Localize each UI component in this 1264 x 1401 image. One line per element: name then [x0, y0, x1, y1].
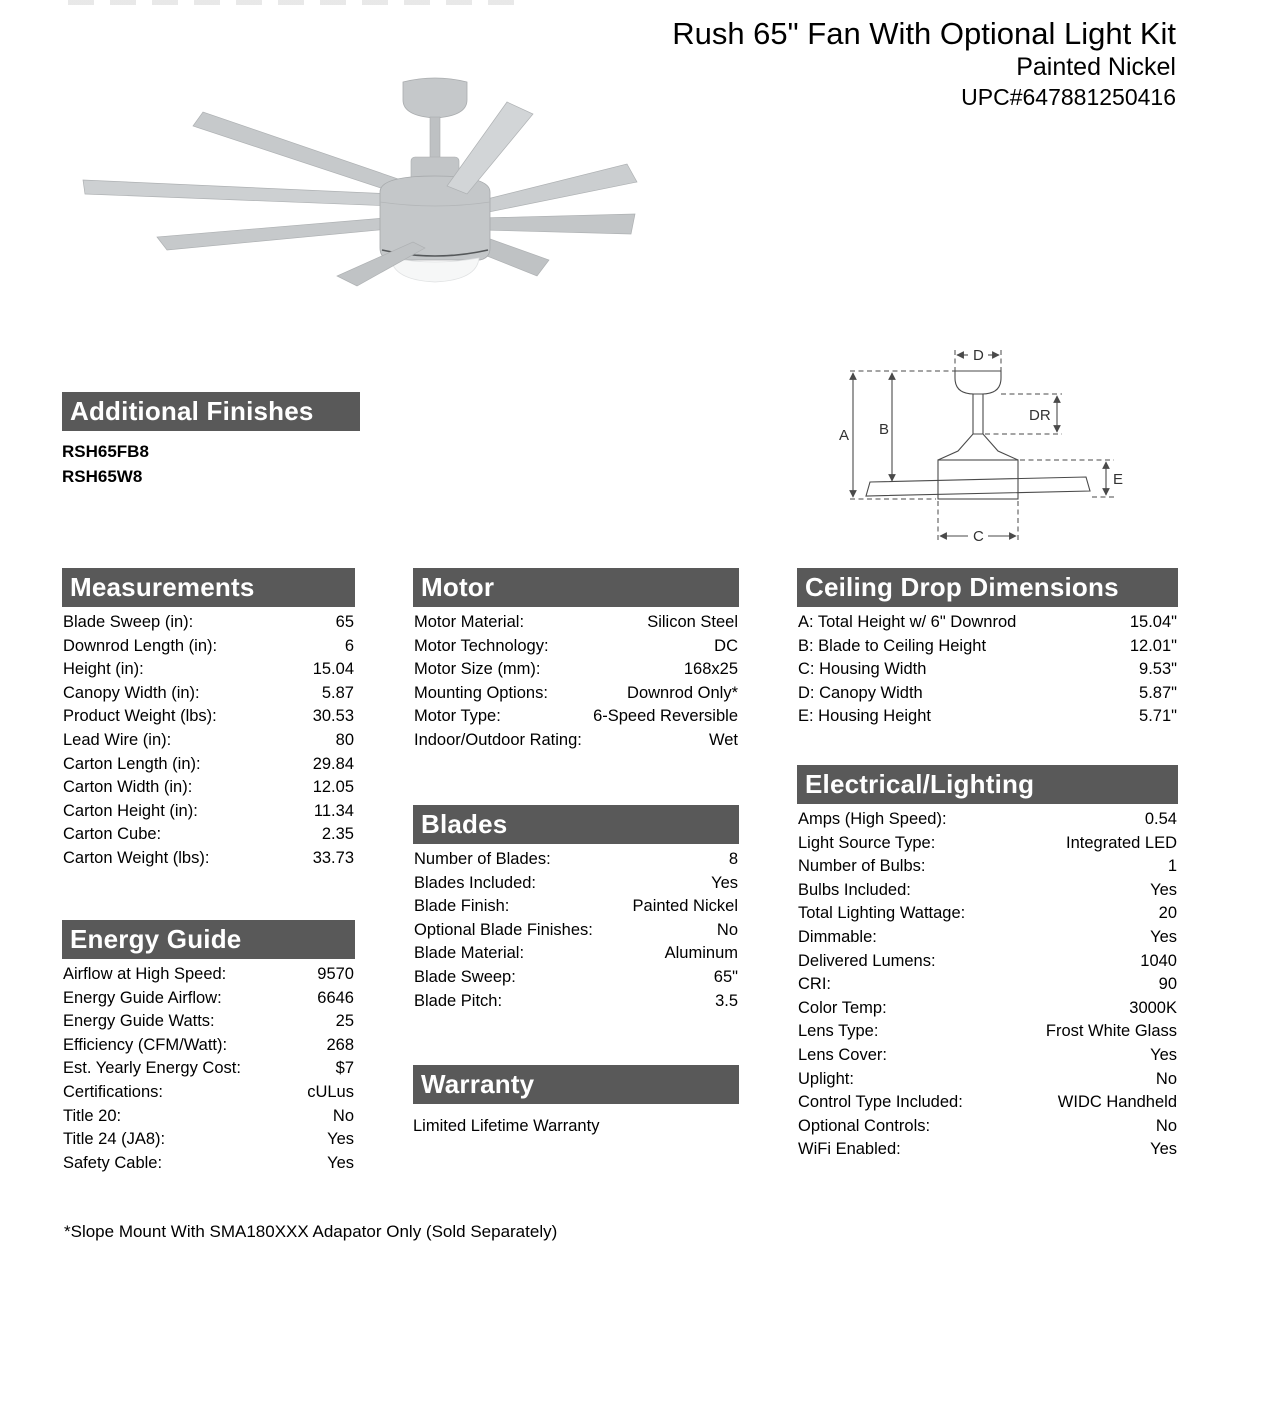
spec-row — [413, 635, 739, 659]
spec-label: Total Lighting Wattage: — [798, 904, 966, 923]
spec-row — [62, 963, 355, 987]
fan-product-image — [75, 52, 640, 342]
section-header-motor: Motor — [413, 568, 739, 607]
section-motor — [413, 568, 739, 753]
spec-row — [413, 966, 739, 990]
ceiling-drop-diagram — [822, 340, 1167, 562]
spec-label: A: Total Height w/ 6" Downrod — [798, 613, 1017, 631]
spec-value: 15.04 — [312, 660, 354, 679]
spec-value: Silicon Steel — [647, 613, 738, 631]
spec-value: Wet — [708, 730, 738, 749]
spec-label: Motor Type: — [414, 707, 501, 726]
spec-value: 29.84 — [312, 754, 354, 773]
spec-label: Number of Blades: — [414, 850, 551, 868]
spec-label: Est. Yearly Energy Cost: — [63, 1059, 241, 1078]
spec-row — [62, 635, 355, 659]
diagram-label-e: E — [1113, 471, 1124, 488]
spec-value: 12.05 — [312, 778, 354, 797]
spec-value: 1040 — [1140, 951, 1177, 970]
spec-label: Control Type Included: — [798, 1093, 963, 1112]
spec-row — [62, 800, 355, 824]
diagram-label-c: C — [973, 528, 984, 545]
spec-value: 33.73 — [312, 848, 354, 867]
spec-row — [797, 997, 1178, 1021]
spec-value: 90 — [1158, 975, 1177, 994]
spec-row — [62, 753, 355, 777]
blades-rows — [413, 848, 739, 1013]
spec-row — [62, 682, 355, 706]
spec-value: DC — [714, 636, 738, 655]
spec-row — [62, 611, 355, 635]
diagram-motor-cone — [938, 434, 1018, 460]
spec-label: CRI: — [798, 975, 831, 994]
spec-label: Mounting Options: — [414, 683, 548, 702]
spec-row — [62, 1105, 355, 1129]
spec-value: Yes — [1150, 1045, 1177, 1064]
spec-label: Optional Controls: — [798, 1116, 931, 1135]
spec-label: Lens Cover: — [798, 1045, 887, 1064]
spec-label: Bulbs Included: — [798, 880, 911, 899]
energy-guide-rows — [62, 963, 355, 1175]
spec-label: Lead Wire (in): — [63, 730, 172, 749]
spec-row — [797, 1044, 1178, 1068]
spec-label: Color Temp: — [798, 998, 887, 1017]
section-header-electrical-lighting: Electrical/Lighting — [797, 765, 1178, 804]
spec-row — [413, 895, 739, 919]
spec-value: Yes — [1150, 880, 1177, 899]
spec-label: Carton Cube: — [63, 825, 162, 844]
spec-label: Motor Technology: — [414, 636, 549, 655]
finish-item: RSH65FB8 — [62, 442, 149, 461]
section-ceiling-drop-dimensions — [797, 568, 1178, 729]
spec-label: Blade Pitch: — [414, 991, 503, 1010]
spec-value: 6-Speed Reversible — [593, 707, 738, 726]
spec-row — [62, 1128, 355, 1152]
section-energy-guide — [62, 920, 355, 1175]
spec-row — [62, 1010, 355, 1034]
spec-value: 3000K — [1129, 998, 1177, 1017]
section-header-ceiling-drop-dimensions: Ceiling Drop Dimensions — [797, 568, 1178, 607]
diagram-blades — [866, 477, 1090, 496]
spec-label: Dimmable: — [798, 927, 877, 946]
spec-label: Efficiency (CFM/Watt): — [63, 1035, 228, 1054]
spec-label: WiFi Enabled: — [798, 1140, 901, 1159]
spec-value: 2.35 — [321, 825, 354, 844]
section-measurements — [62, 568, 355, 871]
spec-value: 30.53 — [312, 707, 354, 726]
section-header-blades: Blades — [413, 805, 739, 844]
spec-row — [797, 682, 1178, 706]
spec-label: E: Housing Height — [798, 707, 931, 726]
section-blades — [413, 805, 739, 1013]
spec-row — [797, 705, 1178, 729]
spec-row — [797, 635, 1178, 659]
spec-value: cULus — [307, 1082, 354, 1101]
spec-value: 9.53" — [1139, 660, 1177, 679]
section-additional-finishes — [62, 392, 360, 489]
spec-row — [413, 872, 739, 896]
spec-label: Indoor/Outdoor Rating: — [414, 730, 582, 749]
warranty-text: Limited Lifetime Warranty — [413, 1117, 600, 1135]
product-title: Rush 65" Fan With Optional Light Kit — [672, 16, 1176, 51]
spec-value: 65 — [335, 613, 354, 631]
spec-row — [62, 847, 355, 871]
spec-label: Canopy Width (in): — [63, 683, 200, 702]
spec-value: Yes — [1150, 927, 1177, 946]
spec-value: 8 — [728, 850, 738, 868]
spec-value: No — [1155, 1069, 1177, 1088]
spec-value: Yes — [327, 1153, 354, 1172]
spec-row — [797, 658, 1178, 682]
spec-row — [797, 855, 1178, 879]
spec-value: 12.01" — [1129, 636, 1177, 655]
diagram-downrod — [973, 394, 983, 434]
section-header-warranty: Warranty — [413, 1065, 739, 1104]
spec-label: Energy Guide Watts: — [63, 1012, 215, 1031]
spec-label: Carton Height (in): — [63, 801, 198, 820]
spec-value: 1 — [1167, 857, 1177, 876]
spec-label: Carton Weight (lbs): — [63, 848, 210, 867]
spec-row — [413, 919, 739, 943]
spec-value: 9570 — [317, 965, 354, 983]
spec-value: Aluminum — [664, 944, 738, 963]
spec-label: Blade Material: — [414, 944, 525, 963]
spec-label: Lens Type: — [798, 1022, 879, 1041]
finish-item: RSH65W8 — [62, 467, 143, 486]
diagram-label-a: A — [839, 427, 850, 444]
spec-value: 168x25 — [683, 660, 738, 679]
spec-label: Blade Finish: — [414, 897, 510, 916]
spec-row — [413, 942, 739, 966]
spec-label: Blades Included: — [414, 873, 537, 892]
spec-label: Motor Size (mm): — [414, 660, 541, 679]
spec-row — [62, 729, 355, 753]
section-warranty — [413, 1065, 739, 1138]
spec-row — [413, 848, 739, 872]
spec-label: Light Source Type: — [798, 833, 936, 852]
electrical-lighting-rows — [797, 808, 1178, 1162]
spec-value: 0.54 — [1144, 810, 1177, 828]
motor-rows — [413, 611, 739, 753]
spec-row — [62, 658, 355, 682]
section-header-measurements: Measurements — [62, 568, 355, 607]
spec-label: Blade Sweep (in): — [63, 613, 194, 631]
spec-value: Integrated LED — [1066, 833, 1177, 852]
spec-row — [62, 1057, 355, 1081]
spec-label: Safety Cable: — [63, 1153, 163, 1172]
spec-value: 6 — [344, 636, 354, 655]
spec-value: No — [716, 920, 738, 939]
spec-value: 268 — [326, 1035, 354, 1054]
spec-label: Energy Guide Airflow: — [63, 988, 222, 1007]
spec-row — [62, 1081, 355, 1105]
spec-row — [797, 1091, 1178, 1115]
measurements-rows — [62, 611, 355, 871]
spec-row — [797, 832, 1178, 856]
spec-row — [62, 705, 355, 729]
cropped-logo-fragment — [68, 0, 523, 5]
fan-light-lens — [391, 258, 479, 282]
spec-value: $7 — [335, 1059, 354, 1078]
spec-row — [797, 1068, 1178, 1092]
spec-row — [797, 950, 1178, 974]
spec-value: Yes — [327, 1130, 354, 1149]
spec-label: Height (in): — [63, 660, 144, 679]
spec-label: Amps (High Speed): — [798, 810, 947, 828]
fan-blade — [481, 214, 635, 234]
slope-mount-footnote: *Slope Mount With SMA180XXX Adapator Only (Sold Separately) — [64, 1222, 558, 1241]
spec-row — [62, 776, 355, 800]
spec-row — [797, 1020, 1178, 1044]
section-header-energy-guide: Energy Guide — [62, 920, 355, 959]
spec-value: 25 — [335, 1012, 354, 1031]
spec-row — [797, 879, 1178, 903]
product-finish: Painted Nickel — [1016, 53, 1176, 81]
spec-value: 65" — [713, 967, 738, 986]
spec-row — [797, 611, 1178, 635]
spec-label: Title 24 (JA8): — [63, 1130, 166, 1149]
spec-value: 20 — [1158, 904, 1177, 923]
spec-row — [797, 1138, 1178, 1162]
spec-value: 3.5 — [715, 991, 738, 1010]
fan-blade — [447, 102, 533, 194]
diagram-label-b: B — [879, 421, 890, 438]
spec-value: Yes — [711, 873, 738, 892]
spec-label: B: Blade to Ceiling Height — [798, 636, 987, 655]
spec-label: Delivered Lumens: — [798, 951, 936, 970]
spec-label: Carton Width (in): — [63, 778, 193, 797]
fan-blade — [83, 180, 393, 206]
spec-label: Airflow at High Speed: — [63, 965, 227, 983]
spec-value: No — [332, 1106, 354, 1125]
spec-row — [62, 987, 355, 1011]
section-header-additional-finishes: Additional Finishes — [62, 392, 360, 431]
fan-blade — [193, 112, 407, 194]
spec-value: Downrod Only* — [627, 683, 738, 702]
spec-row — [797, 926, 1178, 950]
spec-label: D: Canopy Width — [798, 683, 923, 702]
spec-value: Yes — [1150, 1140, 1177, 1159]
finish-list — [62, 439, 360, 489]
spec-value: 6646 — [317, 988, 354, 1007]
spec-value: No — [1155, 1116, 1177, 1135]
spec-row — [413, 658, 739, 682]
diagram-label-dr: DR — [1029, 407, 1051, 424]
spec-value: Painted Nickel — [632, 897, 738, 916]
spec-label: Certifications: — [63, 1082, 163, 1101]
spec-value: 11.34 — [313, 801, 354, 820]
spec-row — [62, 1034, 355, 1058]
product-upc: UPC#647881250416 — [961, 84, 1176, 110]
spec-row — [413, 729, 739, 753]
spec-label: Optional Blade Finishes: — [414, 920, 593, 939]
spec-row — [797, 1115, 1178, 1139]
spec-row — [413, 682, 739, 706]
spec-value: 80 — [335, 730, 354, 749]
spec-row — [413, 990, 739, 1014]
spec-value: 5.87" — [1139, 683, 1177, 702]
spec-label: Blade Sweep: — [414, 967, 516, 986]
ceiling-drop-rows — [797, 611, 1178, 729]
spec-value: 15.04" — [1129, 613, 1177, 631]
diagram-label-d: D — [973, 347, 984, 364]
spec-row — [797, 902, 1178, 926]
fan-blade — [475, 164, 637, 214]
spec-label: C: Housing Width — [798, 660, 927, 679]
section-electrical-lighting — [797, 765, 1178, 1162]
fan-blade — [157, 217, 400, 250]
spec-row — [413, 705, 739, 729]
spec-row — [797, 808, 1178, 832]
spec-row — [62, 823, 355, 847]
spec-value: 5.87 — [321, 683, 354, 702]
spec-label: Uplight: — [798, 1069, 854, 1088]
spec-row — [62, 1152, 355, 1176]
spec-value: 5.71" — [1139, 707, 1177, 726]
spec-label: Product Weight (lbs): — [63, 707, 217, 726]
spec-label: Downrod Length (in): — [63, 636, 218, 655]
title-block — [672, 16, 1176, 112]
spec-label: Carton Length (in): — [63, 754, 201, 773]
diagram-canopy — [955, 371, 1001, 394]
spec-row — [797, 973, 1178, 997]
spec-label: Title 20: — [63, 1106, 122, 1125]
spec-label: Number of Bulbs: — [798, 857, 926, 876]
spec-value: Frost White Glass — [1045, 1022, 1177, 1041]
spec-label: Motor Material: — [414, 613, 525, 631]
spec-value: WIDC Handheld — [1057, 1093, 1177, 1112]
spec-row — [413, 611, 739, 635]
